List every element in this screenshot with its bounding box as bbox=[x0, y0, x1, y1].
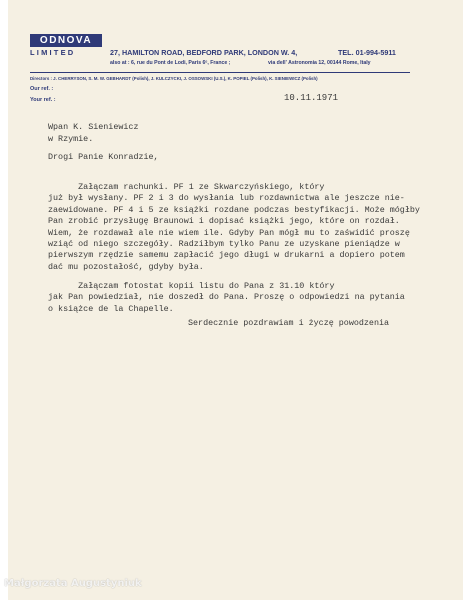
letter-date: 10.11.1971 bbox=[284, 93, 339, 103]
company-telephone: TEL. 01-994-5911 bbox=[338, 48, 396, 57]
letterhead-divider bbox=[30, 72, 410, 73]
your-ref-label: Your ref. : bbox=[30, 97, 56, 103]
letter-sheet bbox=[8, 0, 463, 600]
paris-address: also at : 6, rue du Pont de Lodi, Paris 6ᵉ, France ; bbox=[110, 60, 231, 66]
letter-paragraph-1: Załączam rachunki. PF 1 ze Skwarczyńskiego, który już był wysłany. PF 2 i 3 do wysłania lub rozdawnictwa ale jeszcze nie- zaewidowane. PF 4 i 5 ze książki rozdane podczas bestyfikacji. Może mógłby Pan zrobić przysługę Braunowi i dopisać książki jego, które on rozdał. Wiem, że rozdawał ale nie wiem ile. Gdyby Pan mógł mu to zaświdić proszę wziąć od niego szczegóły. Radziłbym tylko Panu ze uzyskane pieniądze w pierwszym rzędzie samemu zapłacić jego długi w drukarni a dopiero potem dać mu pozostałość, gdyby była. bbox=[48, 182, 420, 272]
logo-subtitle: LIMITED bbox=[30, 48, 76, 57]
letter-greeting: Drogi Panie Konradzie, bbox=[48, 152, 159, 162]
letter-paragraph-2: Załączam fotostat kopii listu do Pana z 31.10 który jak Pan powiedział, nie doszedł do Pana. Proszę o odpowiedzi na pytania o książce de la Chapelle. bbox=[48, 281, 405, 314]
watermark-text: Małgorzata Augustyniuk bbox=[4, 578, 142, 589]
company-logo bbox=[30, 34, 102, 58]
logo-wordmark: ODNOVA bbox=[30, 34, 102, 47]
our-ref-label: Our ref. : bbox=[30, 86, 54, 92]
rome-address: via dell' Astronomia 12, 00144 Rome, Italy bbox=[268, 60, 371, 66]
recipient-block: Wpan K. Sieniewicz w Rzymie. bbox=[48, 122, 139, 144]
letter-closing: Serdecznie pozdrawiam i życzę powodzenia bbox=[188, 318, 390, 328]
directors-line: Directors : J. CHERRYSON, S. M. W. GEBHARDT (Polish), J. KULCZYCKI, J. OSSOWSKI (U.S.), K. POPIEL (Polish), K. SIENIEWICZ (Polish) bbox=[30, 76, 318, 81]
company-address: 27, HAMILTON ROAD, BEDFORD PARK, LONDON W. 4, bbox=[110, 48, 298, 57]
